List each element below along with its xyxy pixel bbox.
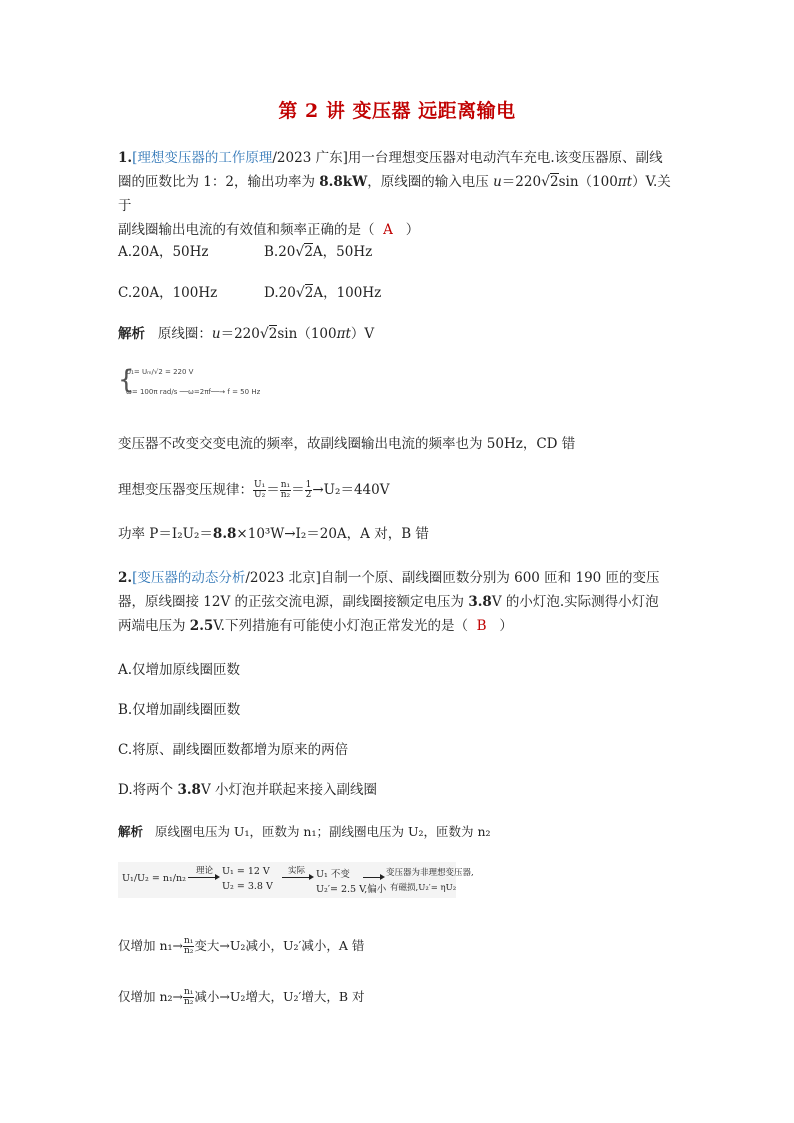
q2-line2: 器，原线圈接 12V 的正弦交流电源，副线圈接额定电压为 3.8V 的小灯泡.实际测得小灯泡: [118, 594, 659, 610]
q1-option-b: B.20√2A，50Hz: [264, 244, 373, 260]
q2-option-b: B.仅增加副线圈匝数: [118, 702, 241, 718]
q1-line3: 副线圈输出电流的有效值和频率正确的是（ A ）: [118, 222, 420, 238]
q1-answer: A: [383, 222, 393, 238]
q1-stem: [118, 146, 678, 242]
q2-step1: 仅增加 n₁→ $\frac{\text{n₁}}{\text{n₂}}$ 变大→U₂减小，U₂′减小，A 错: [118, 936, 365, 956]
q1-step2: 理想变压器变压规律： $\frac{\text{U₁}}{\text{U₂}}$ ＝ $\frac{\text{n₁}}{\text{n₂}}$ ＝ $\frac{1}{2}$ →U₂＝440V: [118, 480, 390, 500]
q2-option-a: A.仅增加原线圈匝数: [118, 662, 241, 678]
q2-topic-tag: [变压器的动态分析: [132, 570, 246, 586]
q2-formula-figure: U₁/U₂ = n₁/n₂ 理论 U₁ = 12 V U₂ = 3.8 V 实际 U₁ 不变 U₂′= 2.5 V,偏小 变压器为非理想变压器, 有磁损,U₂′= ηU₂: [118, 862, 456, 898]
q2-stem: [118, 566, 678, 638]
q1-options-row1: [118, 240, 678, 264]
q1-option-c: C.20A，100Hz: [118, 285, 218, 301]
q1-line1: 1.[理想变压器的工作原理/2023 广东]用一台理想变压器对电动汽车充电.该变压器原、副线: [118, 150, 663, 166]
q2-answer: B: [476, 618, 487, 634]
q1-option-d: D.20√2A，100Hz: [264, 285, 382, 301]
q2-option-d: D.将两个 3.8V 小灯泡并联起来接入副线圈: [118, 782, 377, 798]
q2-option-c: C.将原、副线圈匝数都增为原来的两倍: [118, 742, 349, 758]
analysis-label: 解析: [118, 326, 145, 342]
q2-analysis: 解析 原线圈电压为 U₁，匝数为 n₁；副线圈电压为 U₂，匝数为 n₂: [118, 824, 491, 839]
q1-formula-figure: { U₁= Uₘ/√2 = 220 V ω= 100π rad/s ──ω=2πf──→ f = 50 Hz: [118, 365, 261, 396]
q1-analysis: 解析 原线圈：u＝220√2sin（100πt）V: [118, 326, 375, 342]
q2-step2: 仅增加 n₂→ $\frac{\text{n₁}}{\text{n₂}}$ 减小→U₂增大，U₂′增大，B 对: [118, 987, 365, 1007]
q1-step1: 变压器不改变交变电流的频率，故副线圈输出电流的频率也为 50Hz，CD 错: [118, 436, 576, 452]
page-title: 第 2 讲 变压器 远距离输电: [278, 100, 516, 122]
q1-topic-tag: [理想变压器的工作原理: [132, 150, 273, 166]
q2-line3: 两端电压为 2.5V.下列措施有可能使小灯泡正常发光的是（ B ）: [118, 618, 513, 634]
q1-options-row2: [118, 281, 678, 305]
q1-option-a: A.20A，50Hz: [118, 244, 209, 260]
analysis-label: 解析: [118, 824, 144, 839]
q2-line1: 2.[变压器的动态分析/2023 北京]自制一个原、副线圈匝数分别为 600 匝和 190 匝的变压: [118, 570, 660, 586]
q1-step3: 功率 P＝I₂U₂＝8.8×10³W→I₂＝20A，A 对，B 错: [118, 526, 429, 542]
q1-line2: 圈的匝数比为 1：2，输出功率为 8.8kW，原线圈的输入电压 u＝220√2sin（100πt）V.关于: [118, 174, 671, 214]
